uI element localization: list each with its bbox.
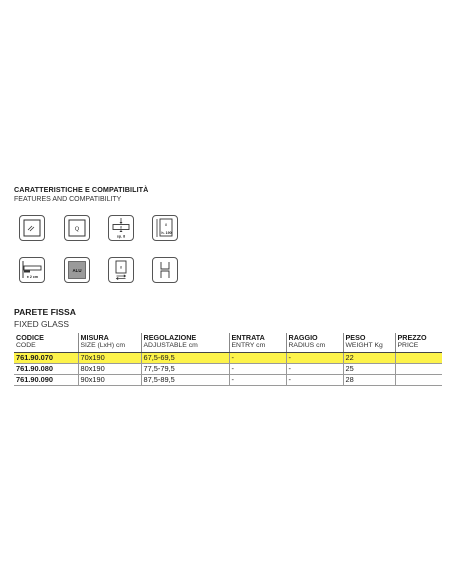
glass-thickness-icon — [108, 215, 134, 241]
col-weight: PESO WEIGHT Kg — [343, 333, 395, 353]
cell-weight: 28 — [343, 375, 395, 386]
table-header-row — [14, 333, 442, 353]
reversible-label: 8 — [120, 265, 122, 270]
cell-adjust: 67,5-69,5 — [141, 353, 229, 364]
glass-q-label: Q — [74, 226, 80, 233]
cell-price — [395, 375, 442, 386]
table-row — [14, 364, 442, 375]
col-radius: RAGGIO RADIUS cm — [286, 333, 343, 353]
cell-code: 761.90.090 — [14, 375, 78, 386]
aluminium-icon — [64, 257, 90, 283]
col-size: MISURA SIZE (LxH) cm — [78, 333, 141, 353]
cell-weight: 22 — [343, 353, 395, 364]
height-label: 8 — [165, 223, 167, 227]
glass-clear-icon — [19, 215, 45, 241]
glass-q-icon — [64, 215, 90, 241]
glass-thickness-label: 8 — [120, 225, 122, 230]
height-caption: h. 190 — [161, 231, 172, 235]
wall-profile-caption: ± 2 cm — [26, 275, 39, 279]
col-code: CODICE CODE — [14, 333, 78, 353]
product-table — [14, 333, 442, 386]
product-title: PARETE FISSA — [14, 307, 76, 317]
cell-entry: - — [229, 375, 286, 386]
cell-price — [395, 353, 442, 364]
features-subtitle: FEATURES AND COMPATIBILITY — [14, 196, 122, 203]
col-adjust: REGOLAZIONE ADJUSTABLE cm — [141, 333, 229, 353]
cell-code: 761.90.070 — [14, 353, 78, 364]
cell-radius: - — [286, 364, 343, 375]
cell-entry: - — [229, 364, 286, 375]
cell-adjust: 77,5-79,5 — [141, 364, 229, 375]
cell-code: 761.90.080 — [14, 364, 78, 375]
height-icon — [152, 215, 178, 241]
aluminium-label: ALU — [72, 267, 82, 273]
table-row — [14, 375, 442, 386]
cell-weight: 25 — [343, 364, 395, 375]
product-subtitle: FIXED GLASS — [14, 319, 69, 329]
features-title: CARATTERISTICHE E COMPATIBILITÀ — [14, 185, 149, 194]
glass-thickness-caption: sp. 8 — [116, 234, 126, 239]
cell-adjust: 87,5-89,5 — [141, 375, 229, 386]
table-row — [14, 353, 442, 364]
cell-radius: - — [286, 353, 343, 364]
cell-price — [395, 364, 442, 375]
handle-icon — [152, 257, 178, 283]
cell-radius: - — [286, 375, 343, 386]
cell-size: 80x190 — [78, 364, 141, 375]
cell-size: 90x190 — [78, 375, 141, 386]
wall-profile-icon — [19, 257, 45, 283]
col-price: PREZZO PRICE — [395, 333, 442, 353]
cell-size: 70x190 — [78, 353, 141, 364]
col-entry: ENTRATA ENTRY cm — [229, 333, 286, 353]
reversible-icon — [108, 257, 134, 283]
cell-entry: - — [229, 353, 286, 364]
